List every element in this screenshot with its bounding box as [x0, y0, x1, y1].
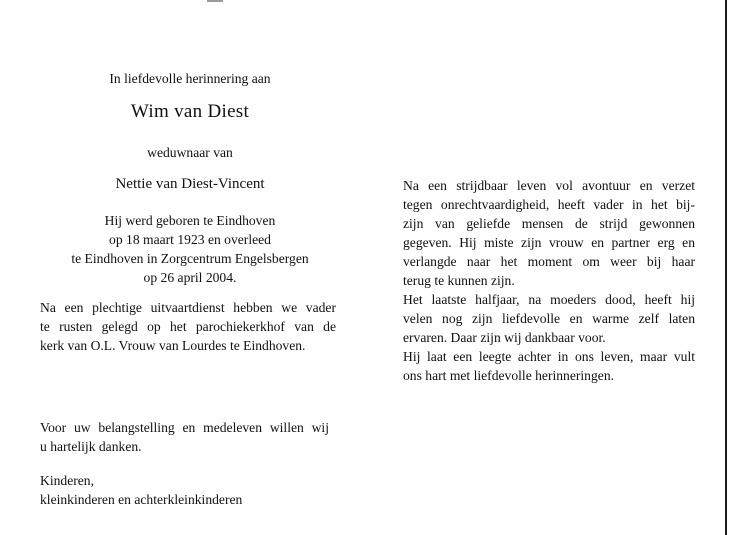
paragraph-line: zijn van geliefde mensen de strijd gewonnen — [403, 216, 695, 231]
funeral-service-paragraph — [40, 298, 336, 355]
paragraph-line: Voor uw belangstelling en medeleven willen wij — [40, 420, 329, 435]
paragraph-line: verlangde naar het moment om weer bij haar — [403, 254, 695, 269]
card-edge-border — [725, 0, 727, 535]
birth-line: Hij werd geboren te Eindhoven — [104, 213, 276, 228]
paragraph-line: tegen onrechtvaardigheid, heeft vader in het bij- — [403, 197, 695, 212]
paragraph-line: terug te kunnen zijn. — [403, 273, 515, 288]
tribute-paragraph — [403, 176, 695, 385]
paragraph-line: velen nog zijn liefdevolle en warme zelf laten — [403, 311, 695, 326]
birth-line: op 18 maart 1923 en overleed — [109, 232, 271, 247]
scan-mark — [207, 0, 223, 2]
spouse-name: Nettie van Diest-Vincent — [115, 176, 265, 192]
widower-of-line: weduwnaar van — [147, 145, 233, 160]
paragraph-line: te rusten gelegd op het parochiekerkhof van de — [40, 319, 336, 334]
paragraph-line: Na een strijdbaar leven vol avontuur en verzet — [403, 178, 695, 193]
signature-line: Kinderen, — [40, 473, 94, 488]
deceased-name: Wim van Diest — [130, 101, 250, 122]
paragraph-line: kerk van O.L. Vrouw van Lourdes te Eindhoven. — [40, 338, 306, 353]
paragraph-line: ons hart met liefdevolle herinneringen. — [403, 368, 615, 383]
signature-line: kleinkinderen en achterkleinkinderen — [40, 492, 243, 507]
paragraph-line: gegeven. Hij miste zijn vrouw en partner erg en — [403, 235, 695, 250]
paragraph-line: Het laatste halfjaar, na moeders dood, heeft hij — [403, 292, 695, 307]
paragraph-line: ervaren. Daar zijn wij dankbaar voor. — [403, 330, 606, 345]
death-date-line: op 26 april 2004. — [143, 270, 237, 285]
paragraph-line: Hij laat een leegte achter in ons leven, maar vult — [403, 349, 695, 364]
paragraph-line: u hartelijk danken. — [40, 439, 142, 454]
family-signature — [40, 471, 340, 509]
intro-line: In liefdevolle herinnering aan — [109, 71, 271, 86]
thanks-paragraph — [40, 418, 329, 456]
death-line: te Eindhoven in Zorgcentrum Engelsbergen — [71, 251, 309, 266]
birth-death-details — [40, 211, 340, 287]
paragraph-line: Na een plechtige uitvaartdienst hebben we vader — [40, 300, 336, 315]
